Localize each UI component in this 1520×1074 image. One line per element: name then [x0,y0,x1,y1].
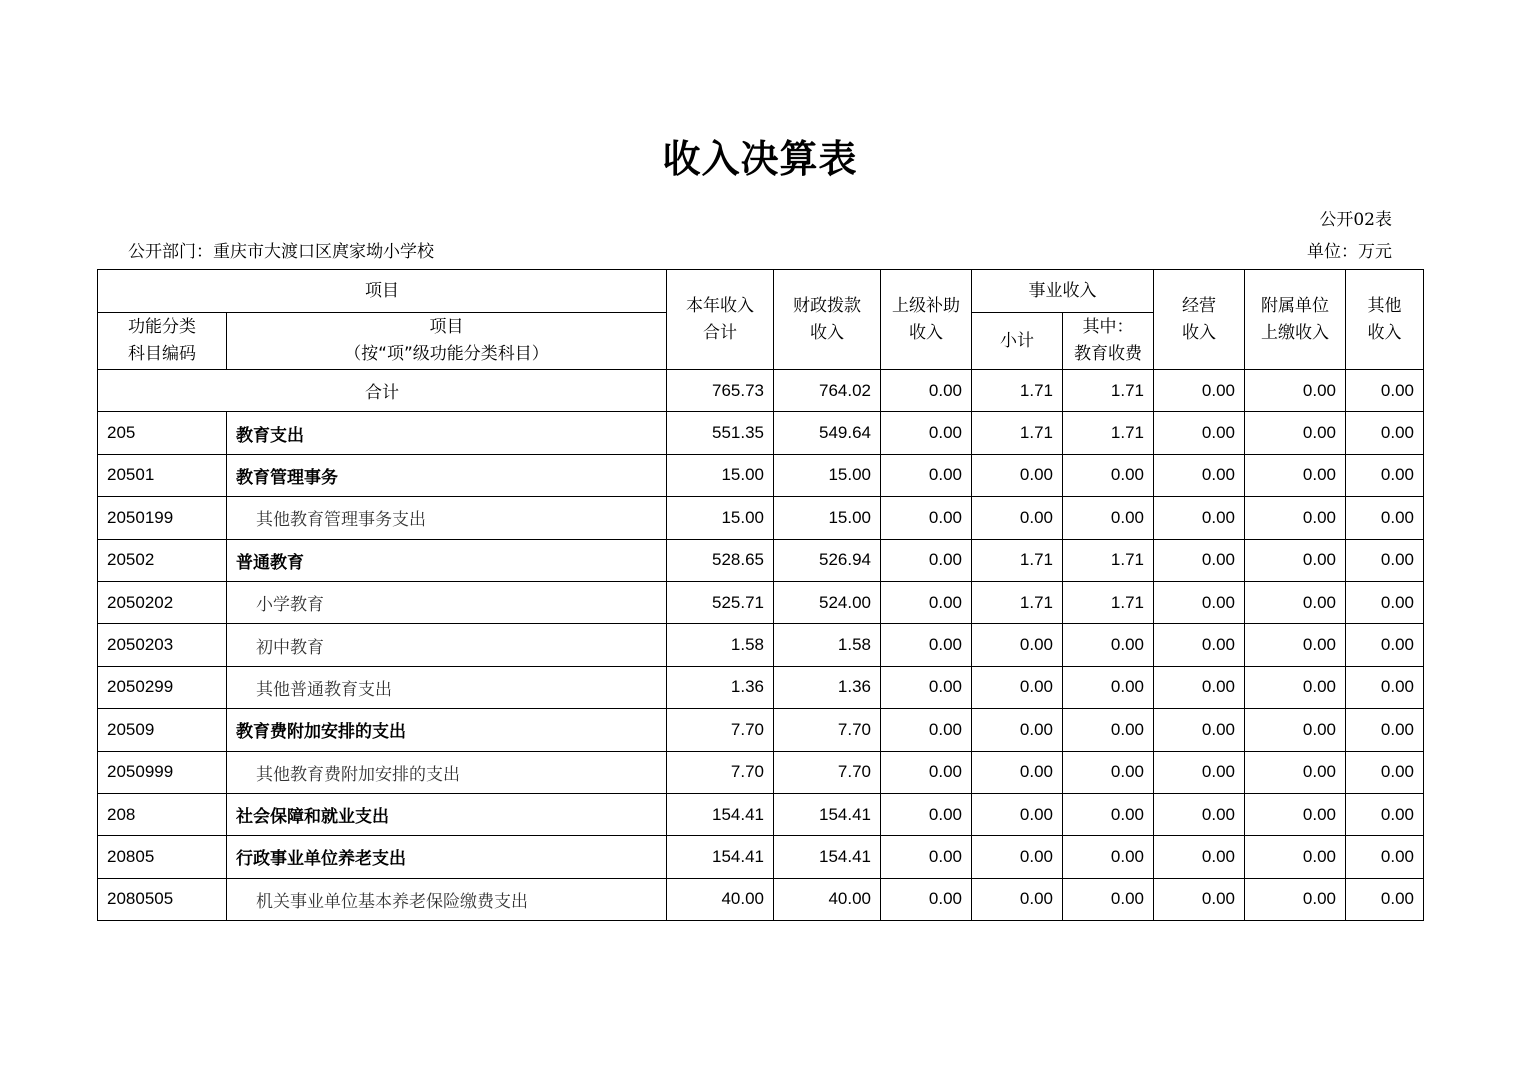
row-code: 20509 [98,709,227,751]
row-value: 524.00 [774,581,881,623]
table-row [98,581,1424,623]
row-value: 0.00 [1063,666,1154,708]
row-value: 0.00 [881,709,972,751]
row-value: 0.00 [1063,709,1154,751]
row-value: 0.00 [1063,836,1154,878]
row-value: 0.00 [972,751,1063,793]
row-value: 0.00 [972,836,1063,878]
unit-label: 单位：万元 [1307,242,1392,262]
row-value: 1.71 [1063,412,1154,454]
row-value: 0.00 [972,624,1063,666]
header-career: 事业收入 [972,270,1154,313]
row-value: 15.00 [774,497,881,539]
row-value: 0.00 [881,412,972,454]
row-value: 0.00 [1063,793,1154,835]
total-value: 764.02 [774,370,881,412]
row-name: 社会保障和就业支出 [227,793,667,835]
row-value: 0.00 [881,454,972,496]
header-total: 本年收入 合计 [667,270,774,370]
row-name: 其他教育管理事务支出 [227,497,667,539]
row-value: 7.70 [774,709,881,751]
row-value: 0.00 [881,539,972,581]
row-value: 0.00 [972,793,1063,835]
row-value: 0.00 [881,666,972,708]
row-value: 528.65 [667,539,774,581]
row-name: 其他教育费附加安排的支出 [227,751,667,793]
row-value: 0.00 [972,497,1063,539]
row-value: 0.00 [1346,539,1424,581]
row-value: 1.36 [667,666,774,708]
form-number: 公开02表 [1319,210,1392,230]
row-name: 行政事业单位养老支出 [227,836,667,878]
table-row [98,412,1424,454]
row-name: 其他普通教育支出 [227,666,667,708]
row-value: 551.35 [667,412,774,454]
row-code: 2050199 [98,497,227,539]
row-value: 0.00 [1245,454,1346,496]
header-code: 功能分类 科目编码 [98,313,227,370]
page-title: 收入决算表 [662,137,858,181]
row-value: 0.00 [1346,454,1424,496]
row-value: 0.00 [881,836,972,878]
table-row [98,454,1424,496]
row-value: 0.00 [972,454,1063,496]
row-value: 1.58 [667,624,774,666]
row-value: 1.71 [1063,539,1154,581]
row-value: 0.00 [972,878,1063,920]
row-value: 1.71 [972,539,1063,581]
row-value: 0.00 [1245,793,1346,835]
row-value: 0.00 [881,624,972,666]
row-value: 15.00 [667,454,774,496]
header-fiscal: 财政拨款 收入 [774,270,881,370]
row-value: 0.00 [1154,836,1245,878]
table-row [98,539,1424,581]
table-row [98,878,1424,920]
row-code: 2050999 [98,751,227,793]
row-value: 0.00 [1245,539,1346,581]
row-value: 0.00 [1346,666,1424,708]
row-value: 526.94 [774,539,881,581]
header-upper: 上级补助 收入 [881,270,972,370]
row-code: 208 [98,793,227,835]
row-value: 0.00 [1154,751,1245,793]
row-value: 0.00 [1346,836,1424,878]
row-value: 0.00 [1245,751,1346,793]
total-row [98,370,1424,412]
header-name: 项目 （按“项”级功能分类科目） [227,313,667,370]
row-value: 0.00 [1346,751,1424,793]
row-value: 0.00 [1154,539,1245,581]
row-value: 0.00 [1245,412,1346,454]
row-value: 154.41 [667,836,774,878]
row-value: 0.00 [1245,836,1346,878]
row-name: 教育管理事务 [227,454,667,496]
row-name: 教育支出 [227,412,667,454]
row-value: 0.00 [881,581,972,623]
table-row [98,836,1424,878]
row-value: 0.00 [1063,878,1154,920]
header-other: 其他 收入 [1346,270,1424,370]
row-value: 0.00 [1154,709,1245,751]
row-value: 0.00 [1346,709,1424,751]
row-value: 0.00 [1245,624,1346,666]
row-value: 0.00 [1154,454,1245,496]
row-code: 2080505 [98,878,227,920]
row-value: 0.00 [1346,793,1424,835]
total-label: 合计 [98,370,667,412]
row-value: 0.00 [1063,751,1154,793]
row-value: 0.00 [881,878,972,920]
row-value: 15.00 [774,454,881,496]
row-value: 0.00 [1154,666,1245,708]
table-row [98,497,1424,539]
row-value: 0.00 [881,793,972,835]
table-row [98,624,1424,666]
department-label: 公开部门：重庆市大渡口区庹家坳小学校 [128,242,434,262]
row-code: 2050203 [98,624,227,666]
row-name: 小学教育 [227,581,667,623]
row-value: 40.00 [774,878,881,920]
row-value: 0.00 [972,709,1063,751]
row-value: 40.00 [667,878,774,920]
row-value: 1.58 [774,624,881,666]
row-value: 0.00 [1154,624,1245,666]
row-value: 1.36 [774,666,881,708]
row-value: 549.64 [774,412,881,454]
row-value: 0.00 [1346,412,1424,454]
row-value: 154.41 [774,793,881,835]
row-value: 0.00 [1245,709,1346,751]
row-name: 教育费附加安排的支出 [227,709,667,751]
row-value: 1.71 [972,412,1063,454]
header-affiliated: 附属单位 上缴收入 [1245,270,1346,370]
row-value: 0.00 [1346,581,1424,623]
table-row [98,751,1424,793]
row-value: 154.41 [774,836,881,878]
row-value: 0.00 [1063,454,1154,496]
row-value: 0.00 [1154,581,1245,623]
row-value: 0.00 [1346,497,1424,539]
row-value: 0.00 [1063,624,1154,666]
table-row [98,709,1424,751]
row-code: 205 [98,412,227,454]
row-value: 525.71 [667,581,774,623]
total-value: 1.71 [1063,370,1154,412]
row-value: 0.00 [1245,878,1346,920]
total-value: 0.00 [1346,370,1424,412]
header-item: 项目 [98,270,667,313]
row-value: 0.00 [1154,878,1245,920]
row-name: 机关事业单位基本养老保险缴费支出 [227,878,667,920]
header-edu-fee: 其中： 教育收费 [1063,313,1154,370]
row-value: 0.00 [1154,793,1245,835]
table-row [98,793,1424,835]
row-value: 15.00 [667,497,774,539]
row-code: 20501 [98,454,227,496]
row-value: 0.00 [972,666,1063,708]
row-value: 1.71 [972,581,1063,623]
row-value: 0.00 [1245,666,1346,708]
row-value: 7.70 [774,751,881,793]
row-value: 0.00 [1346,878,1424,920]
header-business: 经营 收入 [1154,270,1245,370]
row-value: 0.00 [1245,497,1346,539]
row-value: 0.00 [1245,581,1346,623]
row-value: 0.00 [1063,497,1154,539]
header-subtotal: 小计 [972,313,1063,370]
total-value: 0.00 [881,370,972,412]
row-value: 7.70 [667,751,774,793]
row-code: 20502 [98,539,227,581]
total-value: 0.00 [1245,370,1346,412]
row-value: 0.00 [1154,412,1245,454]
row-code: 2050299 [98,666,227,708]
row-value: 0.00 [1346,624,1424,666]
row-value: 7.70 [667,709,774,751]
total-value: 765.73 [667,370,774,412]
row-name: 初中教育 [227,624,667,666]
row-value: 0.00 [881,751,972,793]
row-code: 20805 [98,836,227,878]
table-row [98,666,1424,708]
row-name: 普通教育 [227,539,667,581]
row-value: 0.00 [1154,497,1245,539]
row-value: 1.71 [1063,581,1154,623]
total-value: 1.71 [972,370,1063,412]
row-value: 154.41 [667,793,774,835]
total-value: 0.00 [1154,370,1245,412]
income-table [97,269,1424,921]
row-value: 0.00 [881,497,972,539]
row-code: 2050202 [98,581,227,623]
